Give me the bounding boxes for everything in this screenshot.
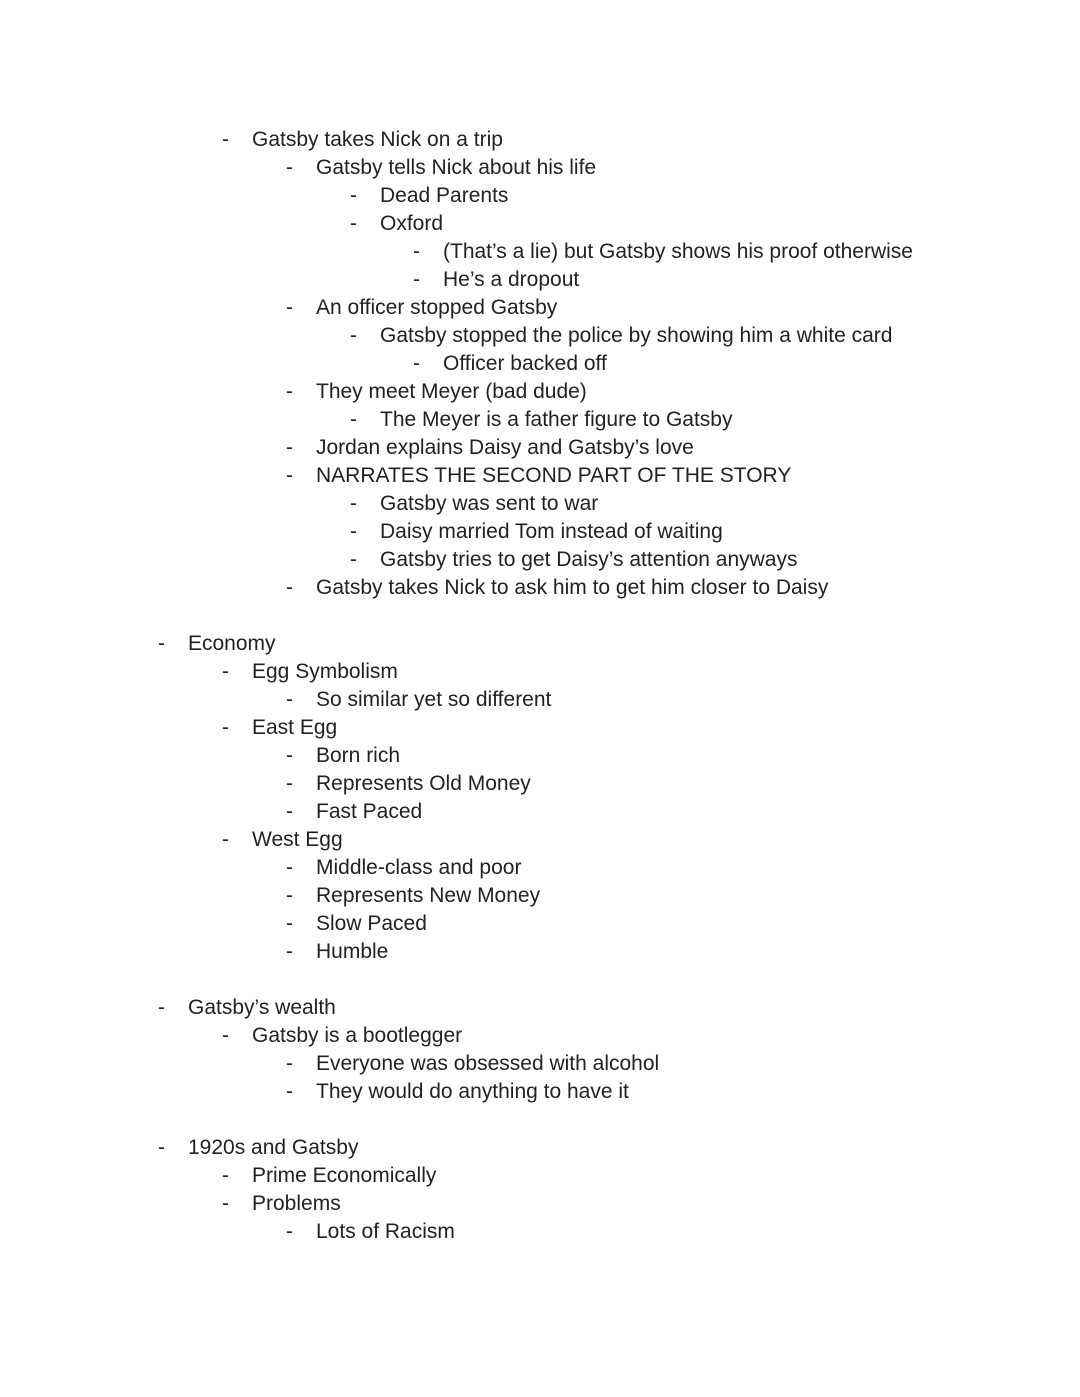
outline-item-text: Slow Paced (316, 912, 427, 935)
outline-item-text: Economy (188, 632, 276, 655)
bullet-dash: - (286, 1052, 293, 1075)
bullet-dash: - (413, 268, 420, 291)
outline-item-text: West Egg (252, 828, 343, 851)
outline-item-text: An officer stopped Gatsby (316, 296, 558, 319)
bullet-dash: - (286, 856, 293, 879)
outline-item-text: Gatsby tells Nick about his life (316, 156, 597, 179)
bullet-dash: - (222, 1164, 229, 1187)
outline-item-text: Gatsby’s wealth (188, 996, 336, 1019)
outline-item-text: Oxford (380, 212, 444, 235)
bullet-dash: - (158, 632, 165, 655)
bullet-dash: - (286, 380, 293, 403)
bullet-dash: - (286, 576, 293, 599)
outline-item-text: The Meyer is a father figure to Gatsby (380, 408, 733, 431)
outline-item-text: Dead Parents (380, 184, 509, 207)
outline-item-text: Gatsby stopped the police by showing him a white card (380, 324, 893, 347)
bullet-dash: - (286, 436, 293, 459)
outline-item-text: Fast Paced (316, 800, 423, 823)
bullet-dash: - (286, 464, 293, 487)
outline-item-text: East Egg (252, 716, 338, 739)
outline-item-text: They would do anything to have it (316, 1080, 629, 1103)
bullet-dash: - (222, 716, 229, 739)
bullet-dash: - (222, 1192, 229, 1215)
bullet-dash: - (350, 408, 357, 431)
bullet-dash: - (286, 1220, 293, 1243)
bullet-dash: - (158, 1136, 165, 1159)
bullet-dash: - (350, 492, 357, 515)
bullet-dash: - (413, 352, 420, 375)
outline-item-text: Prime Economically (252, 1164, 437, 1187)
outline-item-text: NARRATES THE SECOND PART OF THE STORY (316, 464, 792, 487)
outline-item-text: Jordan explains Daisy and Gatsby’s love (316, 436, 694, 459)
bullet-dash: - (350, 548, 357, 571)
outline-item-text: Represents Old Money (316, 772, 531, 795)
bullet-dash: - (222, 828, 229, 851)
outline-item-text: 1920s and Gatsby (188, 1136, 359, 1159)
bullet-dash: - (222, 1024, 229, 1047)
outline-item-text: Gatsby is a bootlegger (252, 1024, 463, 1047)
bullet-dash: - (286, 296, 293, 319)
outline-item-text: Gatsby takes Nick on a trip (252, 128, 503, 151)
outline-item-text: Everyone was obsessed with alcohol (316, 1052, 660, 1075)
outline-item-text: Daisy married Tom instead of waiting (380, 520, 723, 543)
outline-item-text: Gatsby takes Nick to ask him to get him closer to Daisy (316, 576, 829, 599)
outline-item-text: He’s a dropout (443, 268, 580, 291)
outline-item-text: Gatsby tries to get Daisy’s attention anyways (380, 548, 798, 571)
outline-item-text: Middle-class and poor (316, 856, 522, 879)
outline-item-text: They meet Meyer (bad dude) (316, 380, 587, 403)
bullet-dash: - (286, 1080, 293, 1103)
bullet-dash: - (286, 156, 293, 179)
bullet-dash: - (222, 128, 229, 151)
bullet-dash: - (286, 744, 293, 767)
outline-item-text: Officer backed off (443, 352, 607, 375)
outline-item-text: So similar yet so different (316, 688, 552, 711)
bullet-dash: - (286, 940, 293, 963)
bullet-dash: - (286, 912, 293, 935)
bullet-dash: - (286, 688, 293, 711)
bullet-dash: - (286, 884, 293, 907)
bullet-dash: - (350, 212, 357, 235)
outline-item-text: Lots of Racism (316, 1220, 455, 1243)
bullet-dash: - (286, 800, 293, 823)
outline-item-text: Born rich (316, 744, 401, 767)
outline-item-text: Egg Symbolism (252, 660, 398, 683)
bullet-dash: - (350, 520, 357, 543)
bullet-dash: - (158, 996, 165, 1019)
outline-item-text: Gatsby was sent to war (380, 492, 599, 515)
bullet-dash: - (286, 772, 293, 795)
outline-item-text: Humble (316, 940, 389, 963)
bullet-dash: - (222, 660, 229, 683)
bullet-dash: - (413, 240, 420, 263)
bullet-dash: - (350, 184, 357, 207)
outline-item-text: (That’s a lie) but Gatsby shows his proof otherwise (443, 240, 913, 263)
bullet-dash: - (350, 324, 357, 347)
outline-item-text: Represents New Money (316, 884, 541, 907)
outline-item-text: Problems (252, 1192, 341, 1215)
